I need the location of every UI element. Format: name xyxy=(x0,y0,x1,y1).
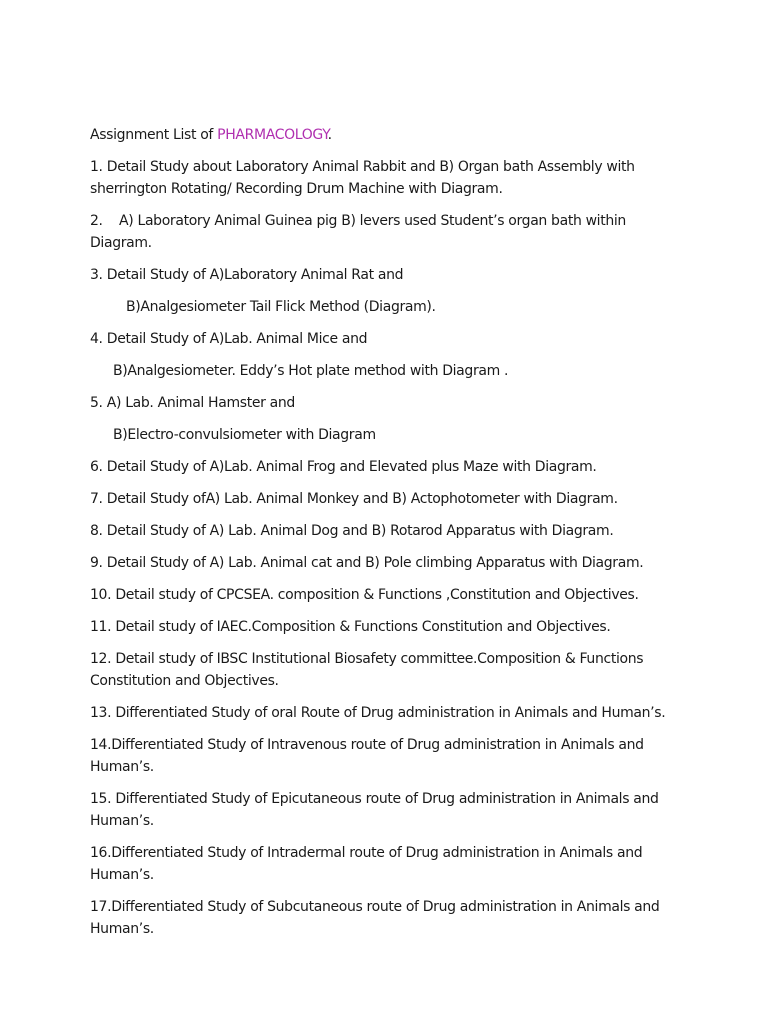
list-item-10: 10. Detail study of CPCSEA. composition & Functions ,Constitution and Objectives. xyxy=(90,587,639,603)
title-prefix: Assignment List of xyxy=(90,127,218,143)
list-item-15: 15. Differentiated Study of Epicutaneous route of Drug administration in Animals and Human’s. xyxy=(90,791,663,829)
list-item-16: 16.Differentiated Study of Intradermal route of Drug administration in Animals and Human’s. xyxy=(90,845,647,883)
list-item-7: 7. Detail Study ofA) Lab. Animal Monkey and B) Actophotometer with Diagram. xyxy=(90,491,618,507)
list-item-13: 13. Differentiated Study of oral Route of Drug administration in Animals and Human’s. xyxy=(90,705,666,721)
list-item-3: 3. Detail Study of A)Laboratory Animal Rat and xyxy=(90,267,404,283)
document-body xyxy=(90,124,690,950)
document-title xyxy=(90,124,690,146)
title-subject: PHARMACOLOGY xyxy=(217,127,328,143)
list-item-12: 12. Detail study of IBSC Institutional Biosafety committee.Composition & Functions Constitution and Objectives. xyxy=(90,651,648,689)
list-item-11: 11. Detail study of IAEC.Composition & Functions Constitution and Objectives. xyxy=(90,619,611,635)
title-suffix: . xyxy=(327,127,332,143)
list-item-3-sub: B)Analgesiometer Tail Flick Method (Diagram). xyxy=(126,299,436,315)
list-item-5: 5. A) Lab. Animal Hamster and xyxy=(90,395,295,411)
list-item-6: 6. Detail Study of A)Lab. Animal Frog and Elevated plus Maze with Diagram. xyxy=(90,459,597,475)
list-item-5-sub: B)Electro-convulsiometer with Diagram xyxy=(113,427,376,443)
list-item-4: 4. Detail Study of A)Lab. Animal Mice and xyxy=(90,331,368,347)
list-item-9: 9. Detail Study of A) Lab. Animal cat and B) Pole climbing Apparatus with Diagram. xyxy=(90,555,644,571)
list-item-17: 17.Differentiated Study of Subcutaneous route of Drug administration in Animals and Human’s. xyxy=(90,899,664,937)
list-item-1: 1. Detail Study about Laboratory Animal Rabbit and B) Organ bath Assembly with sherrington Rotating/ Recording Drum Machine with Diagram. xyxy=(90,159,639,197)
list-item-14: 14.Differentiated Study of Intravenous route of Drug administration in Animals and Human’s. xyxy=(90,737,648,775)
list-item-8: 8. Detail Study of A) Lab. Animal Dog and B) Rotarod Apparatus with Diagram. xyxy=(90,523,614,539)
list-item-2: 2. A) Laboratory Animal Guinea pig B) levers used Student’s organ bath within Diagram. xyxy=(90,213,631,251)
list-item-4-sub: B)Analgesiometer. Eddy’s Hot plate method with Diagram . xyxy=(113,363,509,379)
